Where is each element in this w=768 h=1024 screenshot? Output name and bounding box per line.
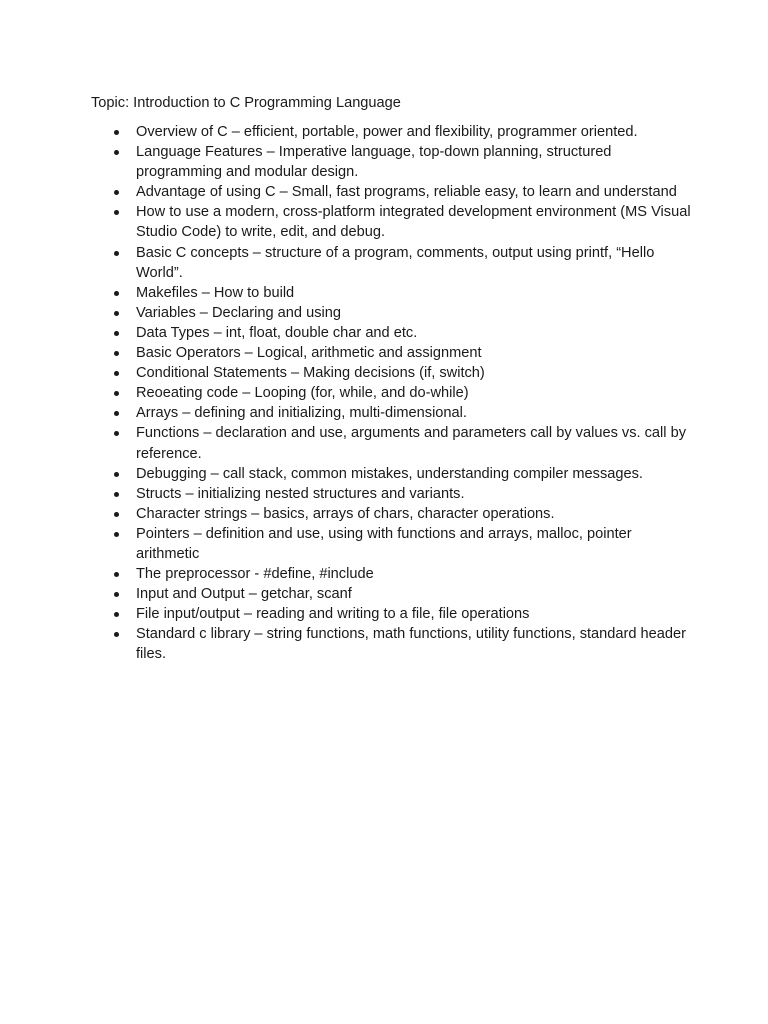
list-item-text: Structs – initializing nested structures and variants. [136,485,465,502]
bullet-icon [114,472,119,477]
list-item-text: Basic Operators – Logical, arithmetic and assignment [136,345,482,362]
list-item [91,303,691,323]
bullet-icon [114,532,119,537]
list-item-text: How to use a modern, cross-platform integrated development environment (MS Visual Studio Code) to write, edit, and debug. [136,204,691,241]
list-item-text: Basic C concepts – structure of a program, comments, output using printf, “Hello World”. [136,244,655,281]
list-item-text: Standard c library – string functions, math functions, utility functions, standard header files. [136,626,686,663]
list-item-text: Arrays – defining and initializing, multi-dimensional. [136,405,467,422]
list-item [91,584,691,604]
list-item-text: Variables – Declaring and using [136,304,341,321]
list-item-text: Pointers – definition and use, using with functions and arrays, malloc, pointer arithmetic [136,525,632,562]
list-item [91,383,691,403]
list-item [91,202,691,242]
list-item [91,283,691,303]
list-item-text: Data Types – int, float, double char and etc. [136,324,418,341]
bullet-icon [114,371,119,376]
list-item [91,243,691,283]
bullet-icon [114,431,119,436]
list-item-text: Makefiles – How to build [136,284,295,301]
list-item [91,403,691,423]
bullet-icon [114,391,119,396]
list-item [91,323,691,343]
list-item-text: Language Features – Imperative language, top-down planning, structured programming and modular design. [136,144,612,181]
bullet-icon [114,190,119,195]
list-item [91,363,691,383]
bullet-icon [114,291,119,296]
list-item [91,464,691,484]
list-item [91,624,691,664]
bullet-icon [114,492,119,497]
bullet-icon [114,612,119,617]
list-item-text: Functions – declaration and use, arguments and parameters call by values vs. call by reference. [136,425,686,462]
list-item [91,182,691,202]
list-item [91,524,691,564]
bullet-icon [114,512,119,517]
bullet-icon [114,592,119,597]
bullet-icon [114,210,119,215]
list-item-text: Reoeating code – Looping (for, while, and do-while) [136,385,469,402]
list-item-text: Conditional Statements – Making decisions (if, switch) [136,365,485,382]
list-item [91,142,691,182]
list-item-text: The preprocessor - #define, #include [136,566,374,583]
bullet-icon [114,632,119,637]
list-item-text: Debugging – call stack, common mistakes, understanding compiler messages. [136,465,643,482]
list-item-text: Input and Output – getchar, scanf [136,586,352,603]
list-item-text: Character strings – basics, arrays of chars, character operations. [136,505,555,522]
bullet-icon [114,351,119,356]
bullet-icon [114,251,119,256]
list-item-text: File input/output – reading and writing to a file, file operations [136,606,530,623]
bullet-icon [114,411,119,416]
list-item [91,504,691,524]
list-item-text: Overview of C – efficient, portable, power and flexibility, programmer oriented. [136,124,638,140]
bullet-icon [114,331,119,336]
bullet-icon [114,311,119,316]
list-item [91,423,691,463]
list-item [91,604,691,624]
bullet-icon [114,572,119,577]
list-item [91,122,691,142]
list-item-text: Advantage of using C – Small, fast programs, reliable easy, to learn and understand [136,184,677,201]
bullet-icon [114,150,119,155]
list-item [91,564,691,584]
bullet-icon [114,130,119,135]
topic-list [91,122,691,665]
list-item [91,484,691,504]
topic-heading: Topic: Introduction to C Programming Language [91,95,401,111]
list-item [91,343,691,363]
